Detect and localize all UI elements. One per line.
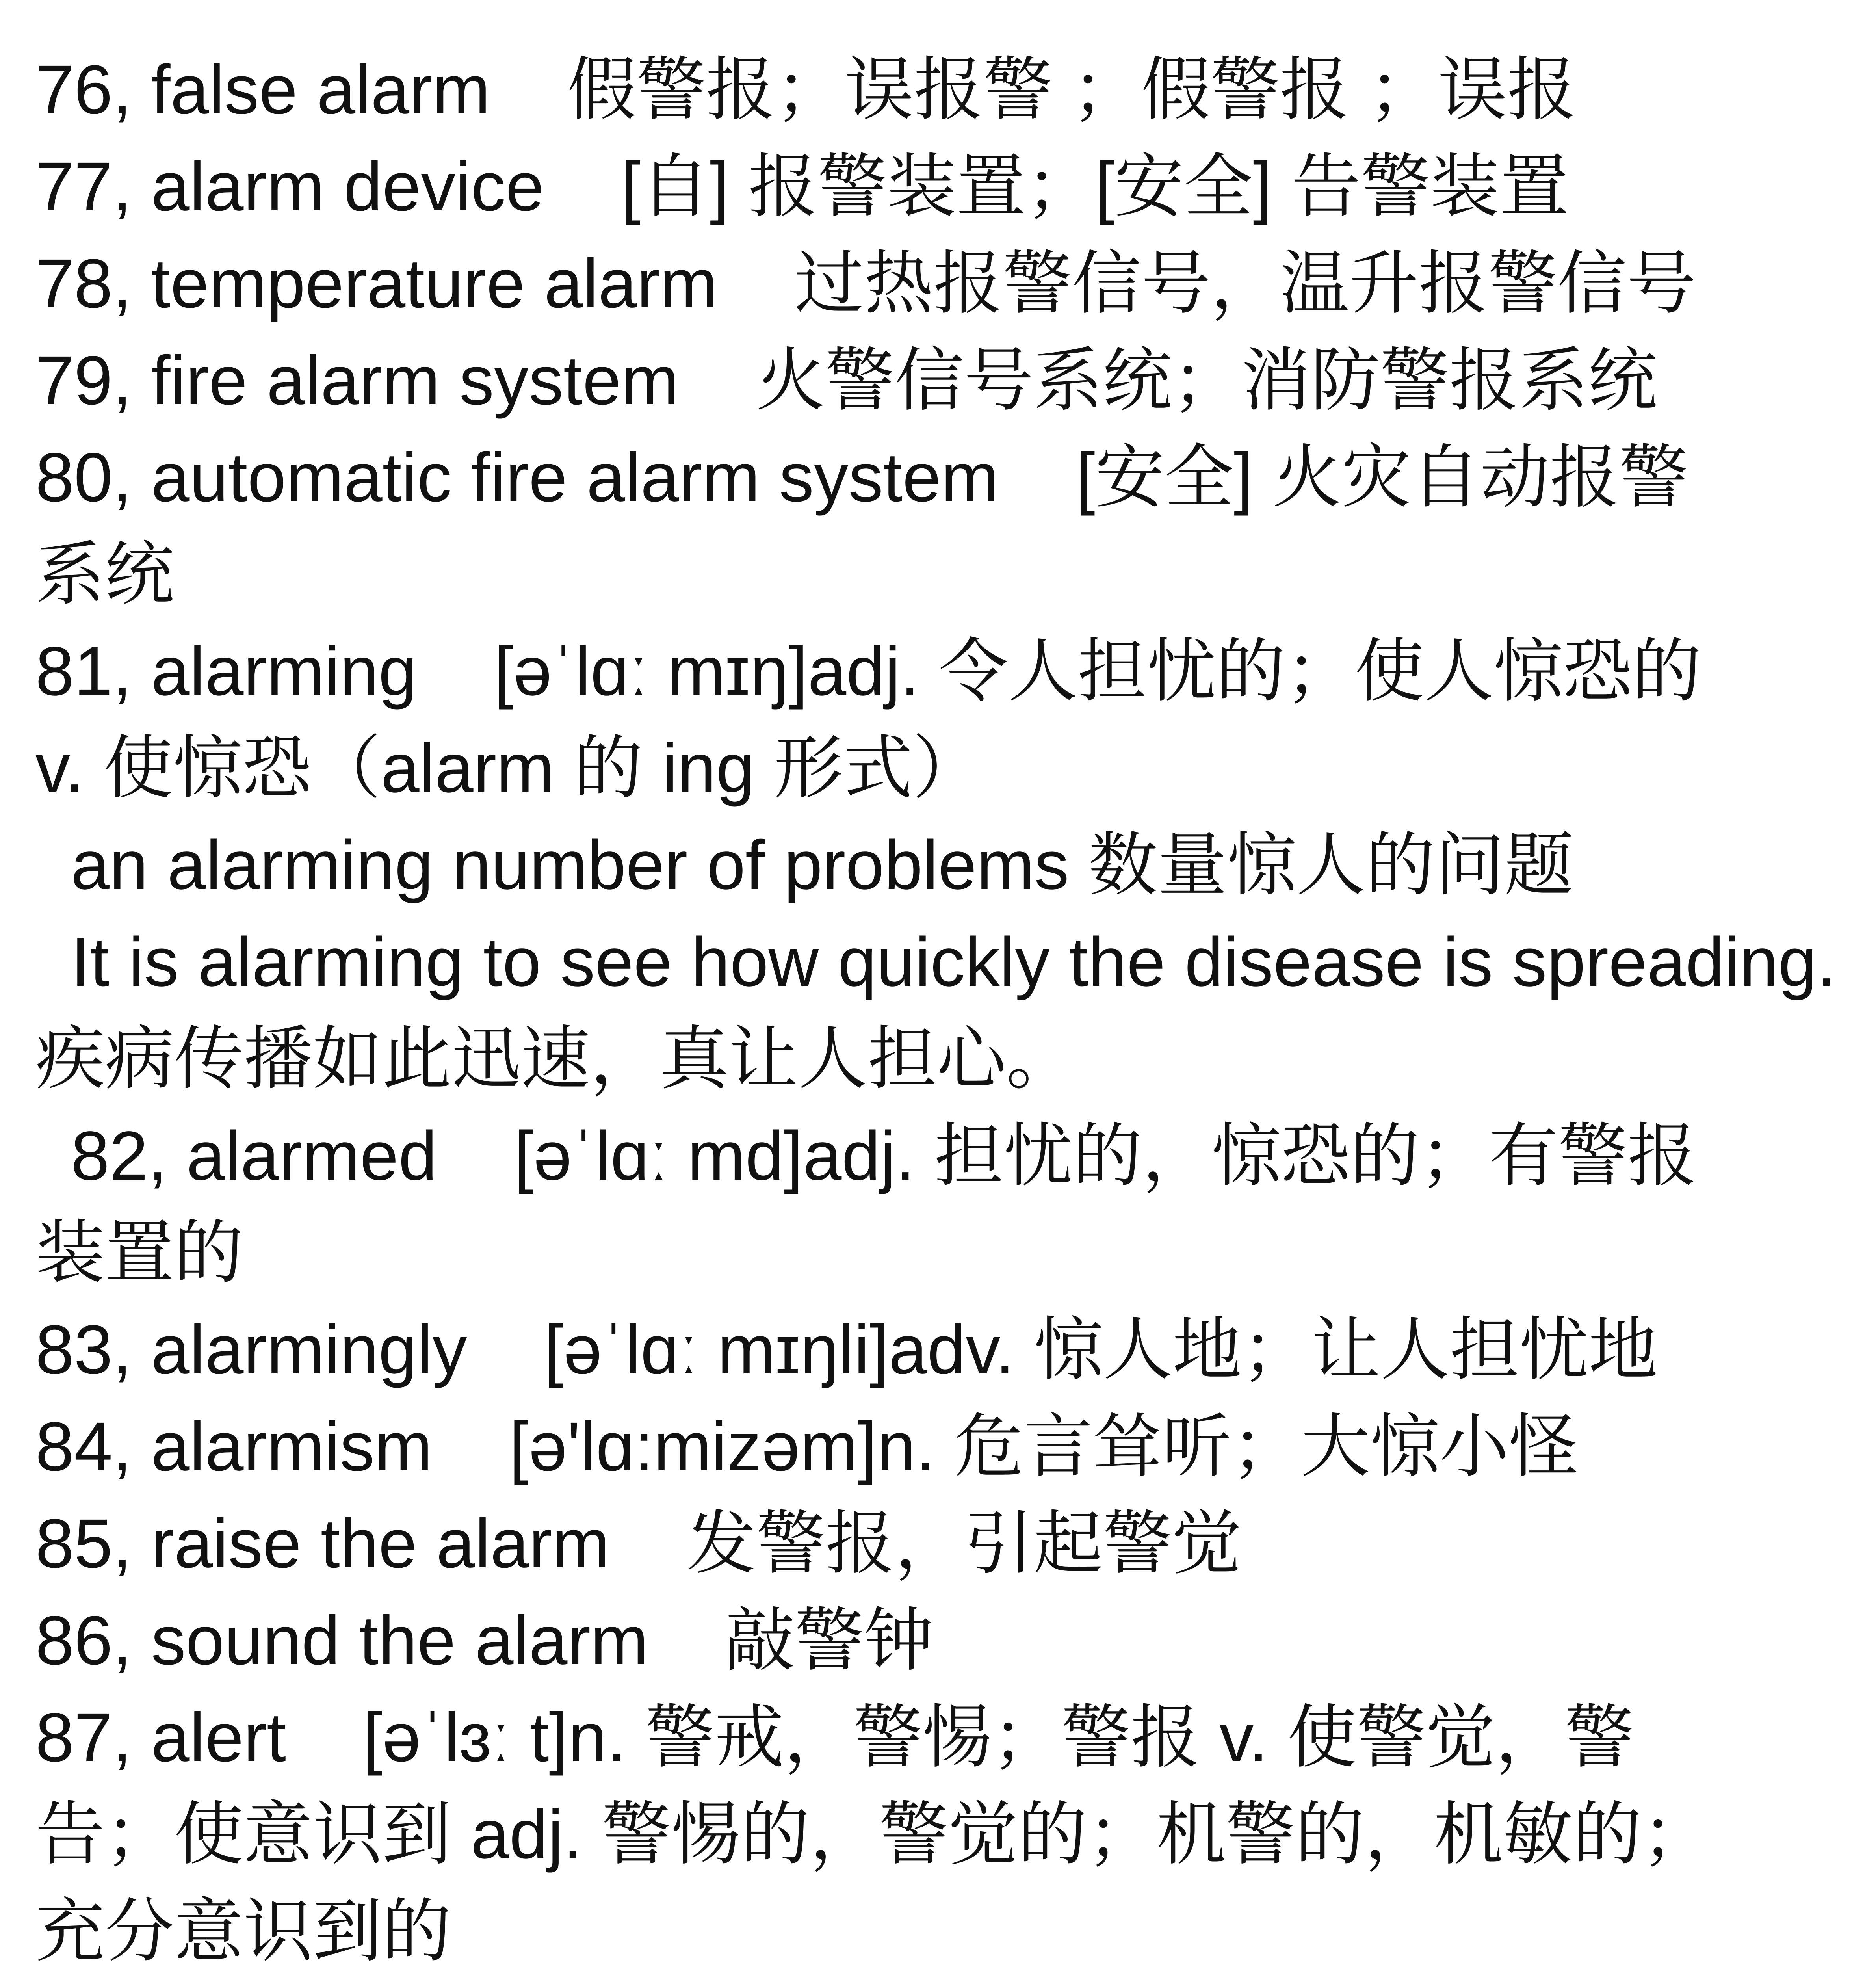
entry-79-fire-alarm-system: 79, fire alarm system 火警信号系统；消防警报系统: [35, 342, 1657, 419]
example-disease-translation: 疾病传播如此迅速，真让人担心。: [35, 1020, 1076, 1098]
entry-81-alarming: 81, alarming [əˈlɑː mɪŋ]adj. 令人担忧的；使人惊恐的: [35, 633, 1701, 710]
entry-77-alarm-device: 77, alarm device [自] 报警装置；[安全] 告警装置: [35, 148, 1569, 225]
example-disease-spreading: It is alarming to see how quickly the disease is spreading.: [71, 924, 1836, 1001]
entry-87-continuation-2: 充分意识到的: [35, 1893, 452, 1970]
vocabulary-text: [35, 41, 1848, 1970]
entry-84-alarmism: 84, alarmism [ə'lɑ:mizəm]n. 危言耸听；大惊小怪: [35, 1408, 1579, 1485]
example-alarming-number: an alarming number of problems 数量惊人的问题: [71, 827, 1574, 904]
entry-86-sound-the-alarm: 86, sound the alarm 敲警钟: [35, 1602, 934, 1679]
entry-82-continuation: 装置的: [35, 1214, 244, 1292]
entry-87-alert: 87, alert [əˈlɜː t]n. 警戒，警惕；警报 v. 使警觉，警: [35, 1699, 1634, 1776]
entry-87-continuation-1: 告；使意识到 adj. 警惕的，警觉的；机警的，机敏的；: [35, 1796, 1711, 1873]
entry-83-alarmingly: 83, alarmingly [əˈlɑː mɪŋli]adv. 惊人地；让人担忧地: [35, 1311, 1658, 1388]
entry-80-continuation: 系统: [35, 536, 175, 613]
entry-81-verb-sense: v. 使惊恐（alarm 的 ing 形式）: [35, 730, 982, 807]
entry-82-alarmed: 82, alarmed [əˈlɑː md]adj. 担忧的，惊恐的；有警报: [71, 1117, 1697, 1195]
entry-78-temperature-alarm: 78, temperature alarm 过热报警信号，温升报警信号: [35, 245, 1696, 322]
entry-85-raise-the-alarm: 85, raise the alarm 发警报，引起警觉: [35, 1505, 1242, 1582]
entry-76-false-alarm: 76, false alarm 假警报；误报警 ；假警报 ；误报: [35, 51, 1577, 128]
entry-80-automatic-fire-alarm-system: 80, automatic fire alarm system [安全] 火灾自动报警: [35, 439, 1688, 516]
